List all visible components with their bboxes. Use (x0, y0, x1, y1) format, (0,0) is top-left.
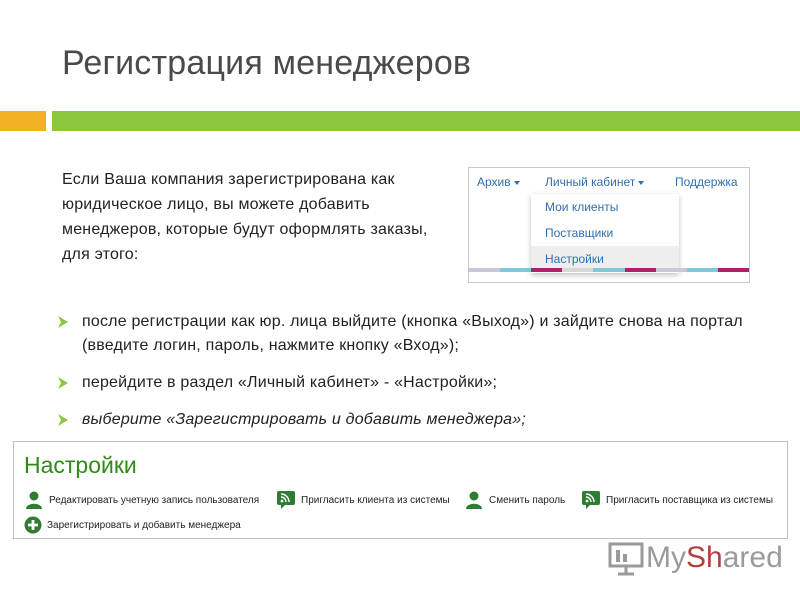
accent-bar-orange (0, 111, 46, 131)
dropdown-item-clients[interactable]: Мои клиенты (545, 200, 619, 214)
menu-support[interactable]: Поддержка (675, 175, 738, 189)
accent-bar-green (52, 111, 800, 131)
user-icon (24, 490, 44, 510)
myshared-watermark (606, 540, 783, 576)
menu-archive[interactable] (477, 175, 520, 189)
watermark-text-sh: Sh (686, 541, 723, 574)
edit-account-label: Редактировать учетную запись пользователя (49, 494, 260, 506)
user-icon (464, 490, 484, 510)
menu-archive-label: Архив (477, 175, 511, 189)
invite-client-label: Пригласить клиента из системы (301, 494, 450, 506)
edit-account-action[interactable] (24, 490, 259, 510)
caret-down-icon (638, 181, 644, 185)
invite-supplier-label: Пригласить поставщика из системы (606, 494, 774, 506)
instruction-list (56, 310, 756, 432)
list-item-text: после регистрации как юр. лица выйдите (кнопка «Выход») и зайдите снова на портал (введите логин, пароль, нажмите кнопку «Вход»); (82, 313, 743, 354)
list-item-text: перейдите в раздел «Личный кабинет» - «Настройки»; (82, 374, 498, 391)
watermark-text-my: My (646, 541, 686, 574)
menu-account[interactable] (545, 175, 644, 189)
change-password-label: Сменить пароль (489, 494, 566, 506)
plus-circle-icon (24, 516, 42, 534)
watermark-text-ared: ared (722, 541, 783, 574)
add-manager-action[interactable] (24, 516, 241, 534)
color-stripe (469, 268, 749, 272)
list-item (56, 371, 756, 395)
change-password-action[interactable] (464, 490, 565, 510)
arrow-bullet-icon (56, 413, 70, 427)
list-item (56, 310, 756, 358)
list-item-text: выберите «Зарегистрировать и добавить менеджера»; (82, 411, 527, 428)
menu-account-label: Личный кабинет (545, 175, 636, 189)
rss-icon (581, 490, 601, 510)
add-manager-label: Зарегистрировать и добавить менеджера (47, 519, 241, 531)
rss-icon (276, 490, 296, 510)
settings-panel (13, 441, 788, 539)
invite-supplier-action[interactable] (581, 490, 773, 510)
intro-text: Если Ваша компания зарегистрирована как юридическое лицо, вы можете добавить менеджеров, которые будут оформлять заказы, для этого: (62, 171, 428, 263)
menu-screenshot (468, 167, 750, 283)
arrow-bullet-icon (56, 315, 70, 329)
dropdown-item-suppliers[interactable]: Поставщики (545, 226, 614, 240)
settings-title: Настройки (24, 452, 137, 478)
arrow-bullet-icon (56, 376, 70, 390)
page-title: Регистрация менеджеров (62, 44, 472, 82)
list-item (56, 408, 756, 432)
dropdown-item-settings[interactable]: Настройки (531, 246, 679, 272)
invite-client-action[interactable] (276, 490, 450, 510)
presentation-board-icon (606, 540, 646, 576)
caret-down-icon (514, 181, 520, 185)
account-dropdown (531, 194, 679, 273)
